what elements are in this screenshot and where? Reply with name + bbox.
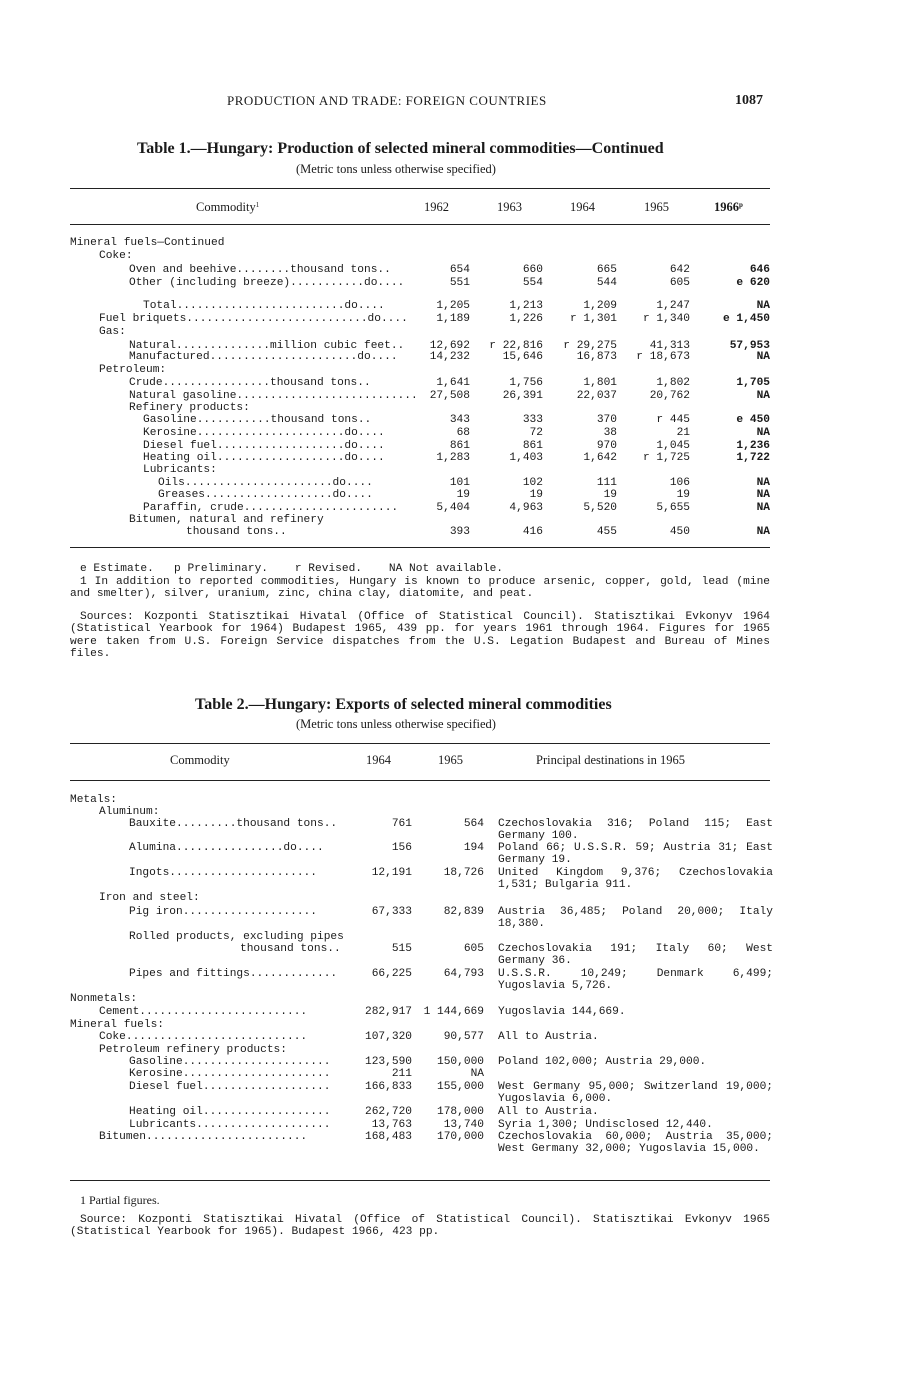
table1-cell-1964: 1,642 <box>583 452 617 464</box>
table1-col-1966: 1966$^p$ <box>714 200 743 214</box>
table1-cell-1964: 1,209 <box>583 300 617 312</box>
table1-cell-1965: r 445 <box>656 414 690 426</box>
table1-header-rule <box>70 224 770 225</box>
table2-cell-1964: 166,833 <box>365 1081 412 1093</box>
table1-cell-1965: 1,247 <box>656 300 690 312</box>
table1-cell-1963: 416 <box>522 526 543 538</box>
table1-cell-1963: 1,213 <box>509 300 543 312</box>
table1-cell-1962: 393 <box>449 526 470 538</box>
table1-cell-1966: NA <box>756 489 770 501</box>
table1-row-label: Refinery products: <box>129 402 250 414</box>
table2-cell-1965: 605 <box>463 943 484 955</box>
table1-cell-1962: 101 <box>449 477 470 489</box>
table2-row-label: Iron and steel: <box>99 892 200 904</box>
table1-col-1964: 1964 <box>570 200 595 214</box>
table2-cell-1964: 123,590 <box>365 1056 412 1068</box>
table1-row-label: Bitumen, natural and refinery <box>129 514 324 526</box>
table1-cell-1966: NA <box>756 351 770 363</box>
table1-row-label: Gasoline...........thousand tons.. <box>143 414 372 426</box>
table1-cell-1962: 551 <box>449 277 470 289</box>
table1-cell-1963: 4,963 <box>509 502 543 514</box>
table2-row-label: Pig iron.................... <box>129 906 317 918</box>
page-number: 1087 <box>735 93 763 108</box>
table1-cell-1965: 106 <box>669 477 690 489</box>
table2-row-label: Pipes and fittings............. <box>129 968 338 980</box>
table2-row-label: Bauxite.........thousand tons.. <box>129 818 338 830</box>
table1-cell-1965: 5,655 <box>656 502 690 514</box>
table1-cell-1965: 1,802 <box>656 377 690 389</box>
table2-cell-1964: 262,720 <box>365 1106 412 1118</box>
table1-cell-1963: 26,391 <box>502 390 543 402</box>
table2-cell-destinations: United Kingdom 9,376; Czechoslovakia 1,531; Bulgaria 911. <box>498 867 773 892</box>
table2-title: Table 2.—Hungary: Exports of selected mineral commodities <box>195 696 612 713</box>
table1-cell-1966: NA <box>756 427 770 439</box>
table2-row-label: Nonmetals: <box>70 993 138 1005</box>
table1-footnote: 1 In addition to reported commodities, Hungary is known to produce arsenic, copper, gold, lead (mine and smelter), silver, uranium, zinc, china clay, diatomite, and peat. <box>70 576 770 601</box>
table2-cell-1964: 67,333 <box>371 906 412 918</box>
table2-cell-1965: 18,726 <box>443 867 484 879</box>
table2-cell-1964: 282,917 <box>365 1006 412 1018</box>
table2-cell-destinations: Yugoslavia 144,669. <box>498 1006 626 1018</box>
table1-row-label: Manufactured......................do.... <box>129 351 398 363</box>
table2-row-label: Lubricants.................... <box>129 1119 331 1131</box>
table2-cell-destinations: West Germany 95,000; Switzerland 19,000; Yugoslavia 6,000. <box>498 1081 773 1106</box>
table1-cell-1966: NA <box>756 526 770 538</box>
running-header: PRODUCTION AND TRADE: FOREIGN COUNTRIES <box>227 93 547 108</box>
table1-cell-1966: e 1,450 <box>723 313 770 325</box>
table2-cell-destinations: All to Austria. <box>498 1106 599 1118</box>
table2-cell-1965: 1 144,669 <box>423 1006 484 1018</box>
table2-row-label: thousand tons.. <box>240 943 341 955</box>
table1-cell-1964: 970 <box>596 440 617 452</box>
table2-cell-1965: 178,000 <box>437 1106 484 1118</box>
table1-title: Table 1.—Hungary: Production of selected mineral commodities—Continued <box>137 140 664 157</box>
table2-cell-destinations: Poland 102,000; Austria 29,000. <box>498 1056 707 1068</box>
table1-cell-1966: NA <box>756 502 770 514</box>
table2-cell-destinations: Austria 36,485; Poland 20,000; Italy 18,380. <box>498 906 773 931</box>
table2-cell-1965: 64,793 <box>443 968 484 980</box>
table1-cell-1964: 38 <box>603 427 617 439</box>
table1-cell-1963: 72 <box>529 427 543 439</box>
table2-cell-destinations: Czechoslovakia 191; Italy 60; West Germany 36. <box>498 943 773 968</box>
table1-cell-1963: 1,226 <box>509 313 543 325</box>
table2-cell-destinations: Poland 66; U.S.S.R. 59; Austria 31; East Germany 19. <box>498 842 773 867</box>
table1-cell-1966: NA <box>756 300 770 312</box>
table1-row-label: Lubricants: <box>143 464 217 476</box>
table1-cell-1962: 654 <box>449 264 470 276</box>
table2-cell-1964: 168,483 <box>365 1131 412 1143</box>
table1-cell-1962: 1,189 <box>436 313 470 325</box>
table2-cell-destinations: U.S.S.R. 10,249; Denmark 6,499; Yugoslavia 5,726. <box>498 968 773 993</box>
table1-cell-1965: r 1,725 <box>643 452 690 464</box>
table2-cell-1964: 515 <box>391 943 412 955</box>
table2-cell-1965: NA <box>470 1068 484 1080</box>
table2-row-label: Heating oil................... <box>129 1106 331 1118</box>
table1-cell-1964: 111 <box>596 477 617 489</box>
table1-cell-1964: 19 <box>603 489 617 501</box>
table2-header-rule <box>70 780 770 781</box>
table2-bottom-rule <box>70 1180 770 1181</box>
table2-cell-1964: 156 <box>391 842 412 854</box>
table1-row-label: Natural gasoline........................... <box>129 390 418 402</box>
table1-cell-1963: 15,646 <box>502 351 543 363</box>
table2-cell-1965: 170,000 <box>437 1131 484 1143</box>
table1-cell-1962: 19 <box>456 489 470 501</box>
table2-footnote: 1 Partial figures. <box>80 1193 160 1207</box>
table1-row-label: Total.........................do.... <box>143 300 385 312</box>
table1-cell-1964: 455 <box>596 526 617 538</box>
table2-row-label: Kerosine...................... <box>129 1068 331 1080</box>
legend-preliminary: p Preliminary. <box>174 563 269 575</box>
table1-cell-1964: 544 <box>596 277 617 289</box>
table2-cell-1965: 155,000 <box>437 1081 484 1093</box>
table2-row-label: Diesel fuel................... <box>129 1081 331 1093</box>
table2-cell-destinations: Czechoslovakia 60,000; Austria 35,000; West Germany 32,000; Yugoslavia 15,000. <box>498 1131 773 1156</box>
table2-col-1965: 1965 <box>438 753 463 767</box>
table1-cell-1966: 1,722 <box>736 452 770 464</box>
table1-cell-1963: r 22,816 <box>489 340 543 352</box>
table2-cell-1964: 66,225 <box>371 968 412 980</box>
table1-row-label: Greases...................do.... <box>158 489 373 501</box>
table1-cell-1964: 370 <box>596 414 617 426</box>
table1-row-label: Gas: <box>99 326 126 338</box>
table1-cell-1966: NA <box>756 390 770 402</box>
table2-cell-1964: 761 <box>391 818 412 830</box>
table2-col-destinations: Principal destinations in 1965 <box>536 753 685 767</box>
table2-cell-1964: 12,191 <box>371 867 412 879</box>
table2-cell-1965: 13,740 <box>443 1119 484 1131</box>
table1-cell-1963: 1,403 <box>509 452 543 464</box>
table1-row-label: Coke: <box>99 250 133 262</box>
table2-row-label: Cement......................... <box>99 1006 308 1018</box>
table1-bottom-rule <box>70 547 770 548</box>
table2-cell-destinations: Syria 1,300; Undisclosed 12,440. <box>498 1119 713 1131</box>
table2-row-label: Metals: <box>70 794 117 806</box>
table2-row-label: Bitumen........................ <box>99 1131 308 1143</box>
table1-cell-1965: 1,045 <box>656 440 690 452</box>
table1-sources: Sources: Kozponti Statisztikai Hivatal (Office of Statistical Council). Statisztikai Evkonyv 1964 (Statistical Yearbook for 1964) Budapest 1965, 439 pp. for years 1961 through 1964. Figures for 1965 were taken from U.S. Foreign Service dispatches from the U.S. Legation Budapest and Bureau of Mines files. <box>70 611 770 661</box>
table1-row-label: Fuel briquets...........................do.... <box>99 313 408 325</box>
table2-row-label: Alumina................do.... <box>129 842 324 854</box>
table1-cell-1962: 1,641 <box>436 377 470 389</box>
table1-cell-1965: 19 <box>676 489 690 501</box>
table2-row-label: Mineral fuels: <box>70 1019 164 1031</box>
table1-row-label: Heating oil...................do.... <box>143 452 385 464</box>
table1-cell-1964: 22,037 <box>576 390 617 402</box>
table1-cell-1962: 1,205 <box>436 300 470 312</box>
table1-cell-1966: 1,705 <box>736 377 770 389</box>
table2-cell-1965: 82,839 <box>443 906 484 918</box>
table2-cell-1965: 564 <box>463 818 484 830</box>
table1-cell-1962: 1,283 <box>436 452 470 464</box>
table1-cell-1966: 646 <box>749 264 770 276</box>
table1-cell-1962: 68 <box>456 427 470 439</box>
table1-cell-1965: 605 <box>669 277 690 289</box>
table2-cell-1965: 194 <box>463 842 484 854</box>
table2-cell-destinations: All to Austria. <box>498 1031 599 1043</box>
table2-col-1964: 1964 <box>366 753 391 767</box>
table1-col-1963: 1963 <box>497 200 522 214</box>
table1-cell-1963: 554 <box>522 277 543 289</box>
table1-legend <box>80 563 503 575</box>
table2-row-label: Ingots...................... <box>129 867 317 879</box>
table1-cell-1963: 1,756 <box>509 377 543 389</box>
table2-cell-1964: 107,320 <box>365 1031 412 1043</box>
table1-cell-1966: 57,953 <box>729 340 770 352</box>
table1-cell-1964: 5,520 <box>583 502 617 514</box>
table1-cell-1965: r 1,340 <box>643 313 690 325</box>
table2-row-label: Petroleum refinery products: <box>99 1044 287 1056</box>
table1-cell-1966: e 450 <box>736 414 770 426</box>
table1-top-rule <box>70 188 770 189</box>
table1-row-label: Natural..............million cubic feet.. <box>129 340 405 352</box>
table1-cell-1965: 41,313 <box>649 340 690 352</box>
table1-row-label: Oils......................do.... <box>158 477 373 489</box>
table1-cell-1964: r 1,301 <box>570 313 617 325</box>
legend-estimate: e Estimate. <box>80 563 154 575</box>
table2-cell-1965: 150,000 <box>437 1056 484 1068</box>
table2-cell-1964: 13,763 <box>371 1119 412 1131</box>
table1-row-label: thousand tons.. <box>186 526 287 538</box>
table1-cell-1966: NA <box>756 477 770 489</box>
table1-cell-1963: 102 <box>522 477 543 489</box>
table1-cell-1962: 27,508 <box>429 390 470 402</box>
table2-col-commodity: Commodity <box>170 753 230 767</box>
table1-row-label: Mineral fuels—Continued <box>70 237 225 249</box>
table1-row-label: Petroleum: <box>99 364 167 376</box>
table1-col-1965: 1965 <box>644 200 669 214</box>
table1-cell-1963: 333 <box>522 414 543 426</box>
table1-cell-1965: 450 <box>669 526 690 538</box>
table1-cell-1964: r 29,275 <box>563 340 617 352</box>
table1-cell-1964: 16,873 <box>576 351 617 363</box>
table1-cell-1963: 861 <box>522 440 543 452</box>
table2-cell-1964: 211 <box>391 1068 412 1080</box>
table1-cell-1964: 665 <box>596 264 617 276</box>
table1-row-label: Oven and beehive........thousand tons.. <box>129 264 391 276</box>
table2-row-label: Aluminum: <box>99 806 160 818</box>
table1-col-commodity: Commodity$^1$ <box>196 200 260 214</box>
table1-cell-1965: 21 <box>676 427 690 439</box>
table1-cell-1965: r 18,673 <box>636 351 690 363</box>
table2-subtitle: (Metric tons unless otherwise specified) <box>296 717 496 731</box>
table1-row-label: Paraffin, crude....................... <box>143 502 399 514</box>
table1-col-1962: 1962 <box>424 200 449 214</box>
table2-source: Source: Kozponti Statisztikai Hivatal (Office of Statistical Council). Statisztikai Evkonyv 1965 (Statistical Yearbook for 1965). Budapest 1966, 423 pp. <box>70 1214 770 1239</box>
table1-cell-1962: 14,232 <box>429 351 470 363</box>
table1-cell-1963: 660 <box>522 264 543 276</box>
table1-row-label: Crude................thousand tons.. <box>129 377 371 389</box>
table1-cell-1962: 861 <box>449 440 470 452</box>
table1-cell-1963: 19 <box>529 489 543 501</box>
table1-cell-1962: 343 <box>449 414 470 426</box>
legend-not-available: NA Not available. <box>388 563 504 575</box>
table2-row-label: Coke........................... <box>99 1031 308 1043</box>
table1-row-label: Diesel fuel...................do.... <box>143 440 385 452</box>
table2-row-label: Rolled products, excluding pipes <box>129 931 344 943</box>
table1-row-label: Kerosine......................do.... <box>143 427 385 439</box>
table2-cell-1965: 90,577 <box>443 1031 484 1043</box>
table1-cell-1962: 12,692 <box>429 340 470 352</box>
table2-cell-destinations: Czechoslovakia 316; Poland 115; East Germany 100. <box>498 818 773 843</box>
table2-top-rule <box>70 743 770 744</box>
table1-cell-1966: e 620 <box>736 277 770 289</box>
table1-cell-1965: 642 <box>669 264 690 276</box>
table1-row-label: Other (including breeze)...........do.... <box>129 277 405 289</box>
table1-cell-1964: 1,801 <box>583 377 617 389</box>
table1-subtitle: (Metric tons unless otherwise specified) <box>296 162 496 176</box>
table1-cell-1966: 1,236 <box>736 440 770 452</box>
table2-row-label: Gasoline...................... <box>129 1056 331 1068</box>
legend-revised: r Revised. <box>294 563 363 575</box>
table1-cell-1965: 20,762 <box>649 390 690 402</box>
table1-cell-1962: 5,404 <box>436 502 470 514</box>
